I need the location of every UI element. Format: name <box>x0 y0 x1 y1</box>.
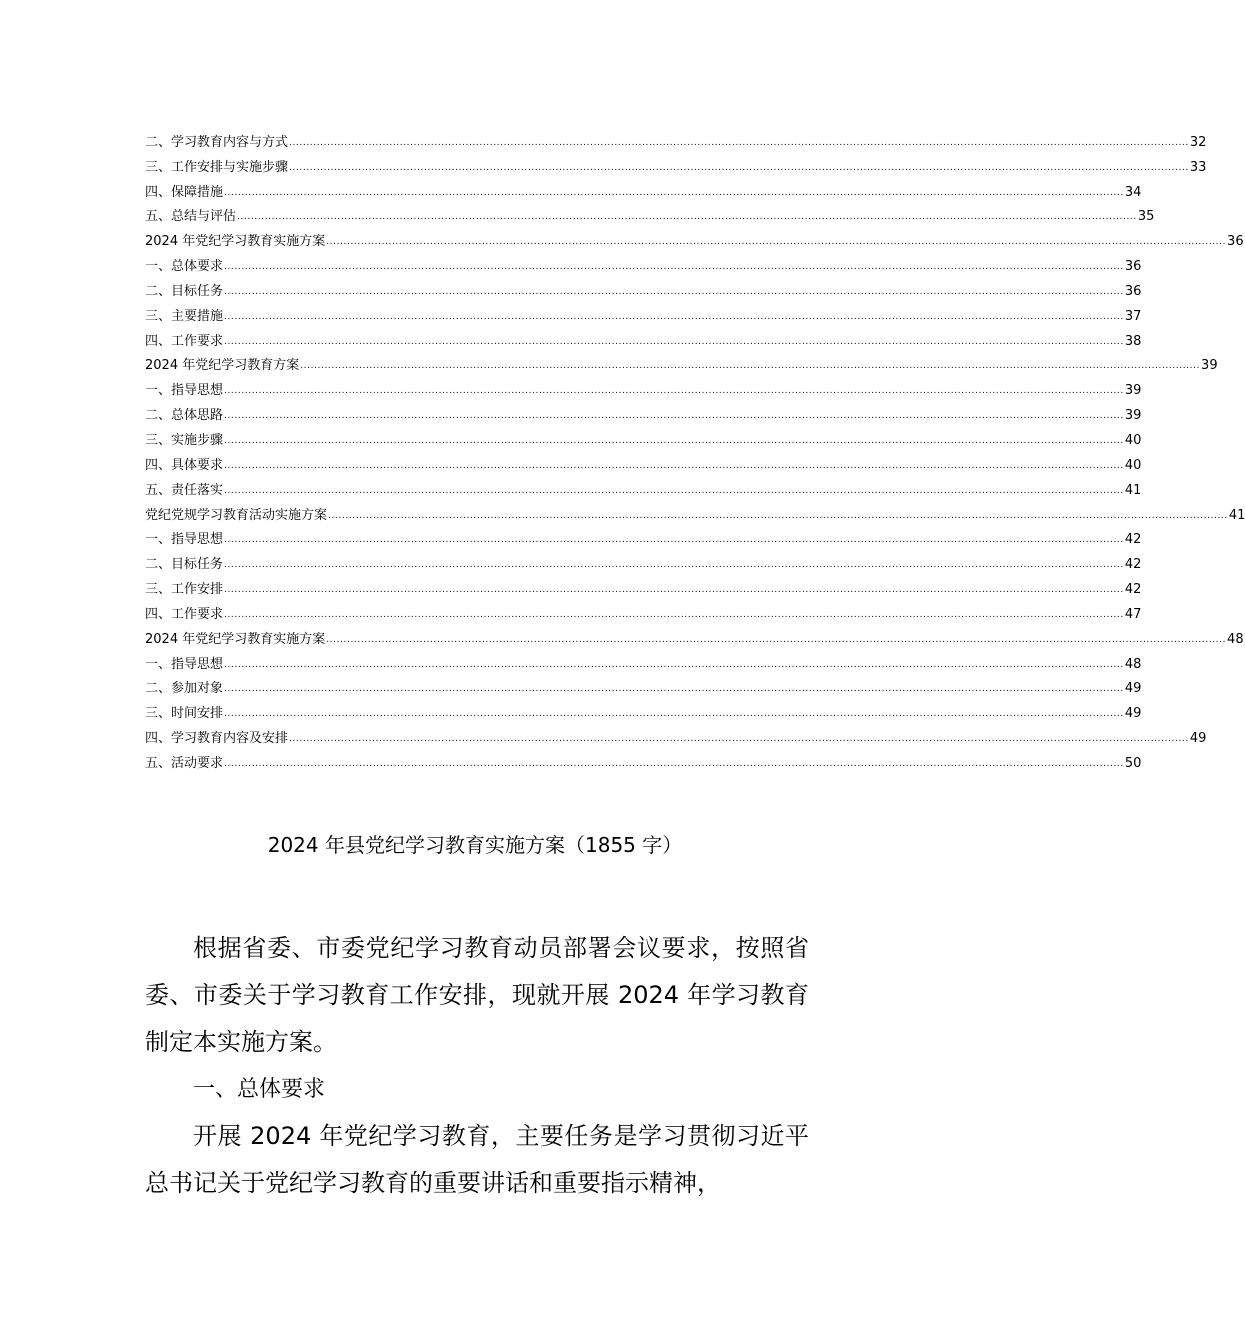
toc-entry-title: 三、实施步骤 <box>145 432 224 448</box>
toc-entry-title: 五、总结与评估 <box>145 209 237 225</box>
toc-dot-leader: .................................................................................................................................................................................................................................................................... <box>224 684 1124 695</box>
toc-dot-leader: .................................................................................................................................................................................................................................................................... <box>289 734 1189 745</box>
toc-entry[interactable] <box>145 598 1142 623</box>
intro-paragraph: 根据省委、市委党纪学习教育动员部署会议要求，按照省委、市委关于学习教育工作安排，现就开展 2024 年学习教育制定本实施方案。 <box>145 934 809 1056</box>
toc-entry-page-number: 39 <box>1124 383 1142 399</box>
toc-entry-title: 2024 年党纪学习教育方案 <box>145 358 300 374</box>
toc-dot-leader: .................................................................................................................................................................................................................................................................... <box>224 311 1124 322</box>
toc-dot-leader: .................................................................................................................................................................................................................................................................... <box>326 237 1227 248</box>
document-title: 2024 年县党纪学习教育实施方案（1855 字） <box>267 833 683 857</box>
toc-dot-leader: .................................................................................................................................................................................................................................................................... <box>289 162 1189 173</box>
toc-entry-title: 2024 年党纪学习教育实施方案 <box>145 234 326 250</box>
toc-dot-leader: .................................................................................................................................................................................................................................................................... <box>224 262 1124 273</box>
toc-dot-leader: .................................................................................................................................................................................................................................................................... <box>224 585 1124 596</box>
toc-dot-leader: .................................................................................................................................................................................................................................................................... <box>224 659 1124 670</box>
toc-entry[interactable] <box>145 151 1207 176</box>
toc-dot-leader: .................................................................................................................................................................................................................................................................... <box>326 634 1227 645</box>
toc-entry-title: 一、指导思想 <box>145 532 224 548</box>
toc-entry[interactable] <box>145 325 1142 350</box>
toc-entry-title: 三、工作安排与实施步骤 <box>145 159 289 175</box>
toc-entry-title: 二、参加对象 <box>145 681 224 697</box>
toc-entry-title: 二、目标任务 <box>145 557 224 573</box>
toc-dot-leader: .................................................................................................................................................................................................................................................................... <box>224 187 1124 198</box>
toc-entry[interactable] <box>145 722 1207 747</box>
toc-entry-page-number: 36 <box>1124 283 1142 299</box>
toc-entry[interactable] <box>145 673 1142 698</box>
toc-entry[interactable] <box>145 176 1142 201</box>
toc-entry-page-number: 42 <box>1124 532 1142 548</box>
toc-entry-page-number: 35 <box>1137 209 1155 225</box>
toc-entry-title: 二、学习教育内容与方式 <box>145 134 289 150</box>
toc-entry[interactable] <box>145 573 1142 598</box>
toc-entry-title: 三、工作安排 <box>145 582 224 598</box>
toc-entry-title: 一、指导思想 <box>145 383 224 399</box>
toc-entry-page-number: 50 <box>1124 755 1142 771</box>
toc-dot-leader: .................................................................................................................................................................................................................................................................... <box>224 709 1124 720</box>
toc-entry[interactable] <box>145 250 1142 275</box>
toc-entry-title: 2024 年党纪学习教育实施方案 <box>145 631 326 647</box>
toc-entry-title: 一、总体要求 <box>145 259 224 275</box>
toc-entry-page-number: 42 <box>1124 582 1142 598</box>
toc-entry[interactable] <box>145 126 1207 151</box>
toc-entry-page-number: 41 <box>1228 507 1245 523</box>
toc-entry-title: 四、学习教育内容及安排 <box>145 731 289 747</box>
toc-entry-page-number: 39 <box>1201 358 1218 374</box>
toc-dot-leader: .................................................................................................................................................................................................................................................................... <box>328 510 1228 521</box>
toc-entry[interactable] <box>145 524 1142 549</box>
toc-entry-title: 四、工作要求 <box>145 333 224 349</box>
toc-entry-page-number: 49 <box>1124 681 1142 697</box>
toc-dot-leader: .................................................................................................................................................................................................................................................................... <box>300 361 1201 372</box>
toc-entry-page-number: 33 <box>1189 159 1207 175</box>
toc-entry[interactable] <box>145 648 1142 673</box>
toc-dot-leader: .................................................................................................................................................................................................................................................................... <box>224 336 1124 347</box>
toc-entry-title: 四、具体要求 <box>145 457 224 473</box>
toc-entry-page-number: 48 <box>1227 631 1244 647</box>
toc-entry-page-number: 38 <box>1124 333 1142 349</box>
toc-dot-leader: .................................................................................................................................................................................................................................................................... <box>224 485 1124 496</box>
toc-entry[interactable] <box>145 697 1142 722</box>
toc-entry-page-number: 48 <box>1124 656 1142 672</box>
toc-entry-title: 三、主要措施 <box>145 308 224 324</box>
toc-entry-page-number: 36 <box>1227 234 1244 250</box>
toc-entry[interactable] <box>145 449 1142 474</box>
toc-dot-leader: .................................................................................................................................................................................................................................................................... <box>289 137 1189 148</box>
toc-entry-page-number: 41 <box>1124 482 1142 498</box>
toc-entry[interactable] <box>145 225 1244 250</box>
toc-entry[interactable] <box>145 300 1142 325</box>
toc-entry-page-number: 49 <box>1124 706 1142 722</box>
toc-entry-page-number: 40 <box>1124 457 1142 473</box>
toc-dot-leader: .................................................................................................................................................................................................................................................................... <box>224 435 1124 446</box>
toc-entry[interactable] <box>145 399 1142 424</box>
section-heading: 一、总体要求 <box>193 1077 326 1102</box>
toc-entry[interactable] <box>145 499 1245 524</box>
toc-entry-page-number: 32 <box>1189 134 1207 150</box>
toc-entry[interactable] <box>145 424 1142 449</box>
toc-entry-title: 三、时间安排 <box>145 706 224 722</box>
toc-entry[interactable] <box>145 275 1142 300</box>
section-paragraph: 开展 2024 年党纪学习教育，主要任务是学习贯彻习近平总书记关于党纪学习教育的重要讲话和重要指示精神， <box>145 1122 809 1197</box>
toc-entry-title: 一、指导思想 <box>145 656 224 672</box>
toc-entry-page-number: 40 <box>1124 432 1142 448</box>
toc-entry-title: 四、工作要求 <box>145 606 224 622</box>
toc-entry[interactable] <box>145 548 1142 573</box>
toc-entry-page-number: 37 <box>1124 308 1142 324</box>
toc-entry-title: 五、活动要求 <box>145 755 224 771</box>
toc-entry-page-number: 49 <box>1189 731 1207 747</box>
toc-entry-title: 二、总体思路 <box>145 408 224 424</box>
toc-dot-leader: .................................................................................................................................................................................................................................................................... <box>224 460 1124 471</box>
toc-dot-leader: .................................................................................................................................................................................................................................................................... <box>224 411 1124 422</box>
toc-entry[interactable] <box>145 374 1142 399</box>
toc-entry-page-number: 42 <box>1124 557 1142 573</box>
toc-dot-leader: .................................................................................................................................................................................................................................................................... <box>224 535 1124 546</box>
toc-dot-leader: .................................................................................................................................................................................................................................................................... <box>224 286 1124 297</box>
document-body <box>145 925 809 1207</box>
table-of-contents <box>145 126 1245 772</box>
toc-dot-leader: .................................................................................................................................................................................................................................................................... <box>224 386 1124 397</box>
toc-entry[interactable] <box>145 747 1142 772</box>
toc-entry-page-number: 34 <box>1124 184 1142 200</box>
toc-entry-title: 四、保障措施 <box>145 184 224 200</box>
toc-entry-title: 党纪党规学习教育活动实施方案 <box>145 507 328 523</box>
toc-dot-leader: .................................................................................................................................................................................................................................................................... <box>224 609 1124 620</box>
toc-entry[interactable] <box>145 623 1244 648</box>
toc-entry-title: 二、目标任务 <box>145 283 224 299</box>
toc-dot-leader: .................................................................................................................................................................................................................................................................... <box>237 212 1137 223</box>
toc-dot-leader: .................................................................................................................................................................................................................................................................... <box>224 758 1124 769</box>
toc-dot-leader: .................................................................................................................................................................................................................................................................... <box>224 560 1124 571</box>
toc-entry[interactable] <box>145 350 1218 375</box>
toc-entry-page-number: 47 <box>1124 606 1142 622</box>
toc-entry-page-number: 39 <box>1124 408 1142 424</box>
toc-entry-title: 五、责任落实 <box>145 482 224 498</box>
toc-entry-page-number: 36 <box>1124 259 1142 275</box>
toc-entry[interactable] <box>145 201 1155 226</box>
toc-entry[interactable] <box>145 474 1142 499</box>
